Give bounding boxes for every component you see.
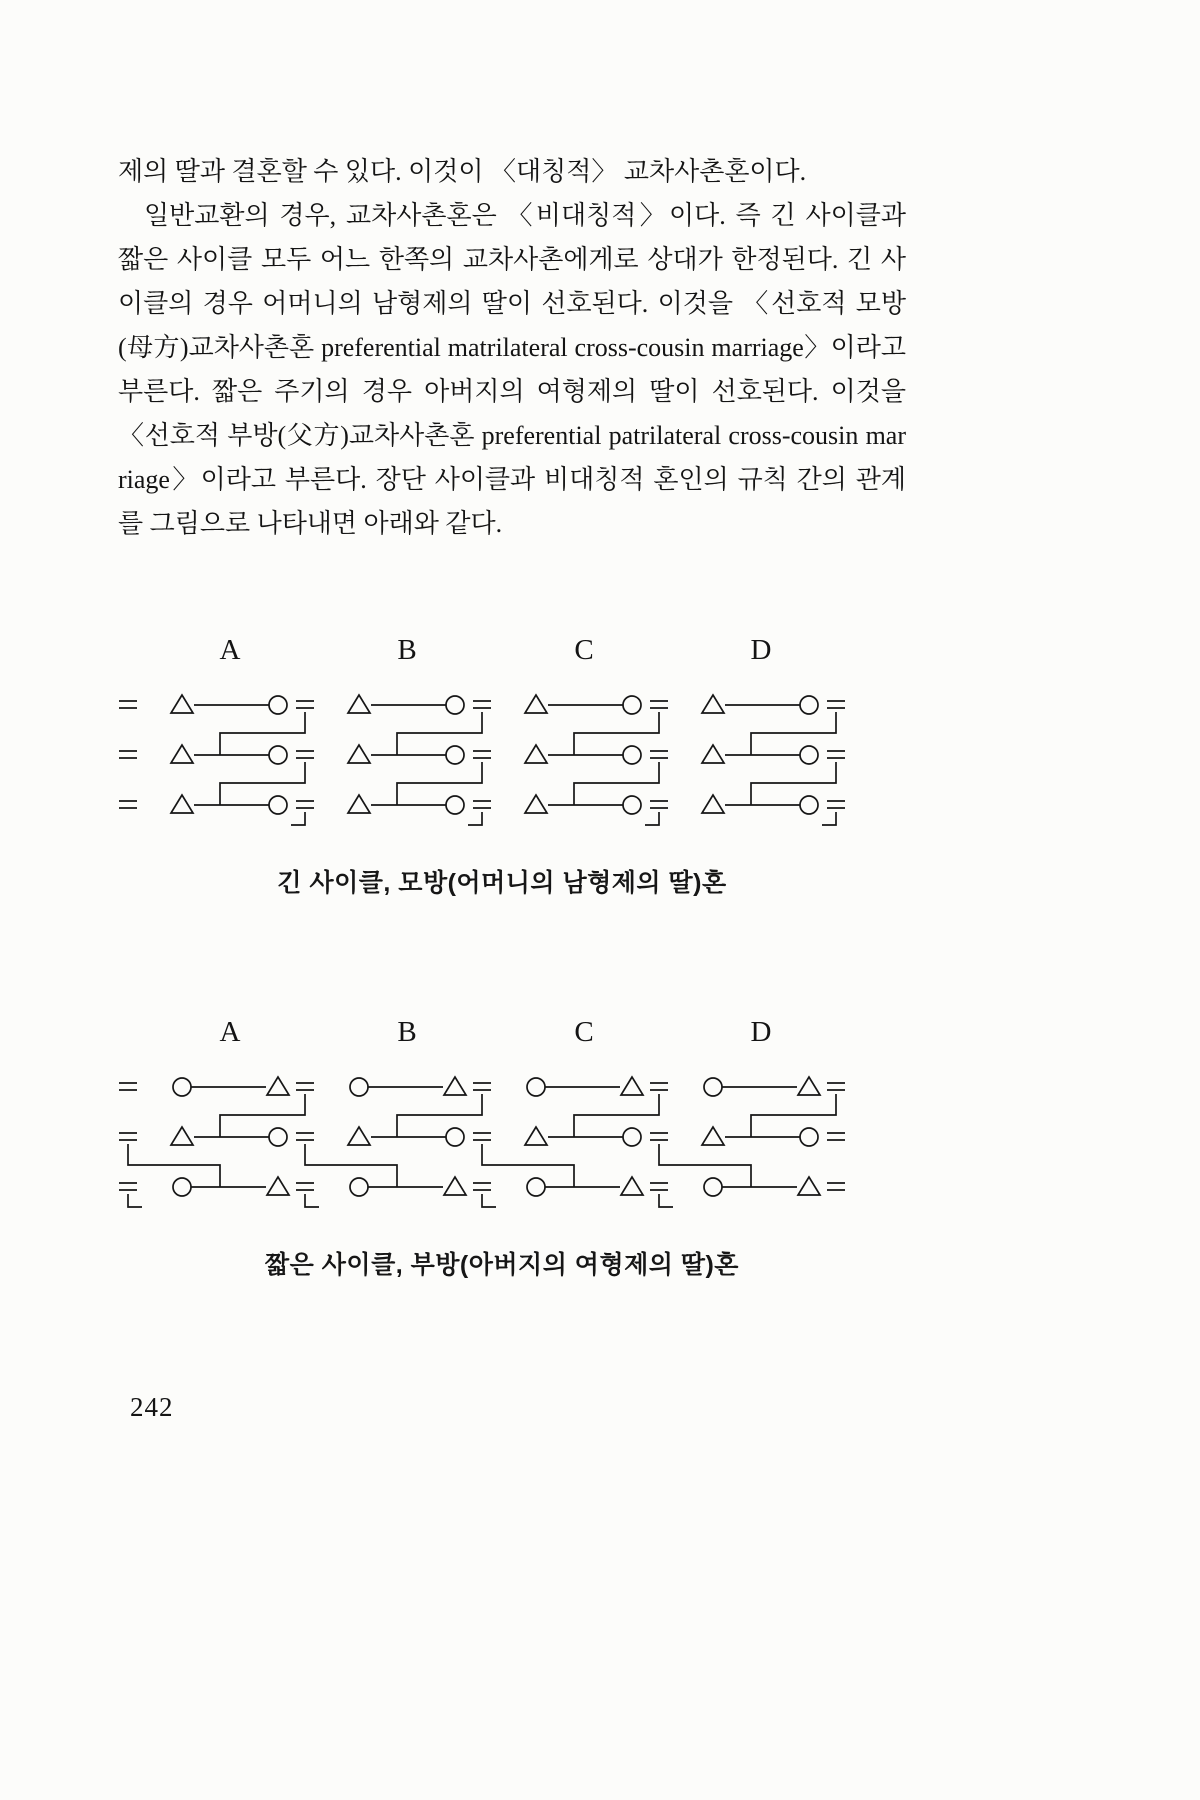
- column-label-b: B: [397, 634, 417, 666]
- female-circle-icon: [350, 1178, 368, 1196]
- descent-line: [397, 712, 482, 755]
- diagram-caption: 긴 사이클, 모방(어머니의 남형제의 딸)혼: [277, 869, 727, 897]
- descent-line: [482, 1144, 574, 1187]
- female-circle-icon: [800, 796, 818, 814]
- female-circle-icon: [269, 746, 287, 764]
- female-circle-icon: [269, 796, 287, 814]
- diagram-short-cycle: [112, 1016, 892, 1281]
- descent-line: [220, 762, 305, 805]
- female-circle-icon: [446, 696, 464, 714]
- descent-line: [128, 1144, 220, 1187]
- descent-line: [220, 1094, 305, 1137]
- column-label-d: D: [750, 634, 772, 666]
- female-circle-icon: [350, 1078, 368, 1096]
- female-circle-icon: [446, 1128, 464, 1146]
- descent-stub-line: [822, 812, 836, 825]
- female-circle-icon: [527, 1178, 545, 1196]
- female-circle-icon: [269, 696, 287, 714]
- female-circle-icon: [527, 1078, 545, 1096]
- descent-stub-line: [128, 1194, 142, 1207]
- diagram-long-cycle: [112, 634, 892, 899]
- female-circle-icon: [704, 1078, 722, 1096]
- female-circle-icon: [623, 1128, 641, 1146]
- column-label-a: A: [219, 634, 241, 666]
- descent-stub-line: [659, 1194, 673, 1207]
- descent-line: [305, 1144, 397, 1187]
- male-triangle-icon: [171, 695, 193, 713]
- female-circle-icon: [173, 1178, 191, 1196]
- kinship-diagram-long-cycle: [112, 678, 892, 843]
- descent-stub-line: [305, 1194, 319, 1207]
- female-circle-icon: [800, 1128, 818, 1146]
- male-triangle-icon: [348, 695, 370, 713]
- male-triangle-icon: [444, 1177, 466, 1195]
- paragraph: 제의 딸과 결혼할 수 있다. 이것이 〈대칭적〉 교차사촌혼이다.: [118, 157, 807, 186]
- descent-line: [574, 1094, 659, 1137]
- column-label-b: B: [397, 1016, 417, 1048]
- male-triangle-icon: [621, 1077, 643, 1095]
- diagram-caption: 짧은 사이클, 부방(아버지의 여형제의 딸)혼: [265, 1251, 739, 1279]
- kinship-diagram-short-cycle: [112, 1060, 892, 1225]
- descent-line: [751, 1094, 836, 1137]
- descent-line: [659, 1144, 751, 1187]
- descent-line: [397, 1094, 482, 1137]
- descent-line: [220, 712, 305, 755]
- descent-line: [574, 712, 659, 755]
- column-label-c: C: [574, 1016, 594, 1048]
- descent-line: [751, 712, 836, 755]
- body-text: [118, 150, 906, 546]
- column-labels: [112, 634, 892, 678]
- female-circle-icon: [173, 1078, 191, 1096]
- male-triangle-icon: [348, 745, 370, 763]
- descent-stub-line: [468, 812, 482, 825]
- male-triangle-icon: [267, 1177, 289, 1195]
- descent-stub-line: [482, 1194, 496, 1207]
- female-circle-icon: [446, 746, 464, 764]
- page-number: 242: [130, 1392, 174, 1422]
- male-triangle-icon: [525, 1127, 547, 1145]
- male-triangle-icon: [702, 795, 724, 813]
- female-circle-icon: [800, 696, 818, 714]
- male-triangle-icon: [798, 1177, 820, 1195]
- descent-line: [397, 762, 482, 805]
- female-circle-icon: [800, 746, 818, 764]
- female-circle-icon: [269, 1128, 287, 1146]
- male-triangle-icon: [348, 1127, 370, 1145]
- male-triangle-icon: [702, 745, 724, 763]
- male-triangle-icon: [798, 1077, 820, 1095]
- male-triangle-icon: [702, 1127, 724, 1145]
- male-triangle-icon: [444, 1077, 466, 1095]
- male-triangle-icon: [171, 745, 193, 763]
- descent-line: [574, 762, 659, 805]
- column-labels: [112, 1016, 892, 1060]
- paragraph: 일반교환의 경우, 교차사촌혼은 〈비대칭적〉이다. 즉 긴 사이클과 짧은 사이클 모두 어느 한쪽의 교차사촌에게로 상대가 한정된다. 긴 사이클의 경우 어머니의 남형제의 딸이 선호된다. 이것을 〈선호적 모방(母方)교차사촌혼 preferential matrilateral cross-cousin marriage〉이라고 부른다. 짧은 주기의 경우 아버지의 여형제의 딸이 선호된다. 이것을 〈선호적 부방(父方)교차사촌혼 preferential patrilateral cross-cousin marriage〉이라고 부른다. 장단 사이클과 비대칭적 혼인의 규칙 간의 관계를 그림으로 나타내면 아래와 같다.: [118, 201, 906, 538]
- column-label-d: D: [750, 1016, 772, 1048]
- column-label-a: A: [219, 1016, 241, 1048]
- male-triangle-icon: [171, 1127, 193, 1145]
- descent-line: [751, 762, 836, 805]
- male-triangle-icon: [621, 1177, 643, 1195]
- male-triangle-icon: [267, 1077, 289, 1095]
- column-label-c: C: [574, 634, 594, 666]
- male-triangle-icon: [525, 695, 547, 713]
- female-circle-icon: [623, 746, 641, 764]
- descent-stub-line: [645, 812, 659, 825]
- descent-stub-line: [291, 812, 305, 825]
- female-circle-icon: [704, 1178, 722, 1196]
- male-triangle-icon: [702, 695, 724, 713]
- male-triangle-icon: [525, 795, 547, 813]
- male-triangle-icon: [348, 795, 370, 813]
- female-circle-icon: [623, 796, 641, 814]
- male-triangle-icon: [171, 795, 193, 813]
- female-circle-icon: [623, 696, 641, 714]
- male-triangle-icon: [525, 745, 547, 763]
- female-circle-icon: [446, 796, 464, 814]
